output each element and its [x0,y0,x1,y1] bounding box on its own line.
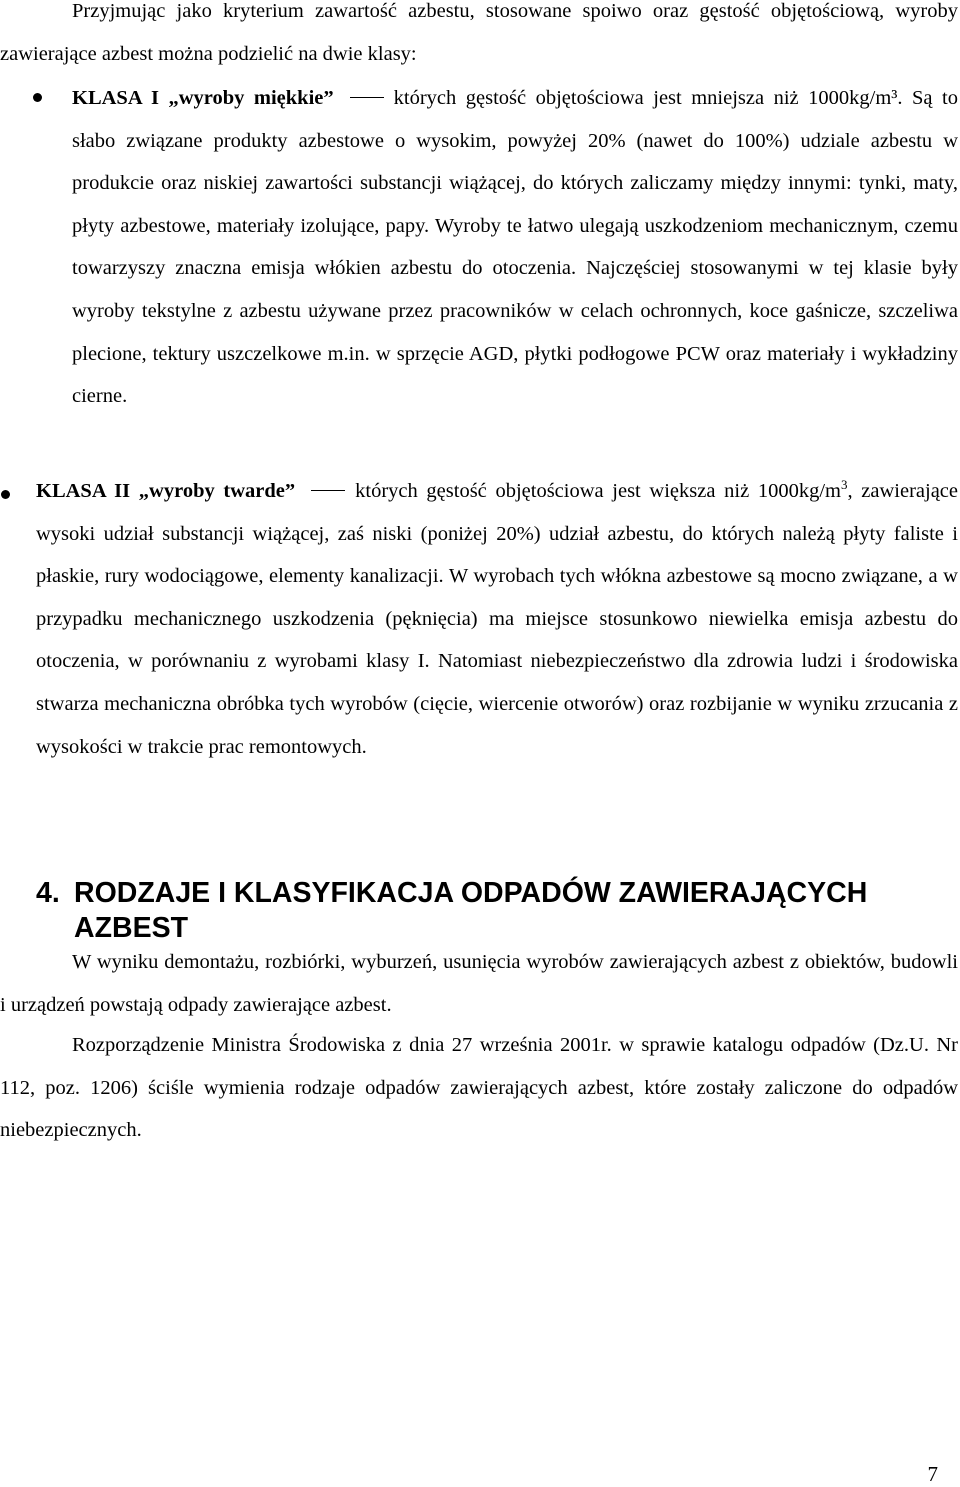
class-1-item [72,77,958,418]
dash-separator [350,97,384,99]
intro-paragraph: Przyjmując jako kryterium zawartość azbestu, stosowane spoiwo oraz gęstość objętościową, wyroby zawierające azbest można podzielić na dwie klasy: [0,0,958,65]
section-number: 4. [36,876,60,909]
body-paragraph-1: W wyniku demontażu, rozbiórki, wyburzeń, usunięcia wyrobów zawierających azbest z obiektów, budowli i urządzeń powstają odpady zawierające azbest. [0,951,958,1016]
superscript: 3 [840,477,848,493]
page-number: 7 [927,1462,938,1486]
body-paragraph-2: Rozporządzenie Ministra Środowiska z dnia 27 września 2001r. w sprawie katalogu odpadów (Dz.U. Nr 112, poz. 1206) ściśle wymienia rodzaje odpadów zawierających azbest, które zostały zaliczone do odpadów niebezpiecznych. [0,1034,958,1142]
bullet-icon [33,93,42,102]
class-2-item [36,470,958,768]
class-2-label: KLASA II „wyroby twarde” [36,480,296,502]
bullet-icon [1,490,10,499]
class-2-text-start: których gęstość objętościowa jest większa niż 1000kg/m [355,480,841,502]
section-title-line-2: AZBEST [74,911,188,944]
section-heading [36,876,960,946]
class-2-text-end: , zawierające wysoki udział substancji wiążącej, zaś niski (poniżej 20%) udział azbestu, do których należą płyty faliste i płaskie, rury wodociągowe, elementy kanalizacji. W wyrobach tych włókna azbestowe są mocno związane, a w przypadku mechanicznego uszkodzenia (pęknięcia) ma miejsce stosunkowo niewielka emisja azbestu do otoczenia, w porównaniu z wyrobami klasy I. Natomiast niebezpieczeństwo dla zdrowia ludzi i środowiska stwarza mechaniczna obróbka tych wyrobów (cięcie, wiercenie otworów) oraz rozbijanie w wyniku zrzucania z wysokości w trakcie prac remontowych. [36,480,958,758]
section-title-line-1: RODZAJE I KLASYFIKACJA ODPADÓW ZAWIERAJĄCYCH [74,876,868,909]
class-1-text: których gęstość objętościowa jest mniejsza niż 1000kg/m³. Są to słabo związane produkty azbestowe o wysokim, powyżej 20% (nawet do 100%) udziale azbestu w produkcie oraz niskiej zawartości substancji wiążącej, do których zaliczamy między innymi: tynki, maty, płyty azbestowe, materiały izolujące, papy. Wyroby te łatwo ulegają uszkodzeniom mechanicznym, czemu towarzyszy znaczna emisja włókien azbestu do otoczenia. Najczęściej stosowanymi w tej klasie były wyroby tekstylne z azbestu używane przez pracowników w celach ochronnych, koce gaśnicze, szczeliwa plecione, tektury uszczelkowe m.in. w sprzęcie AGD, płytki podłogowe PCW oraz materiały i wykładziny cierne. [72,87,958,408]
dash-separator [311,490,345,492]
class-1-label: KLASA I „wyroby miękkie” [72,87,334,109]
